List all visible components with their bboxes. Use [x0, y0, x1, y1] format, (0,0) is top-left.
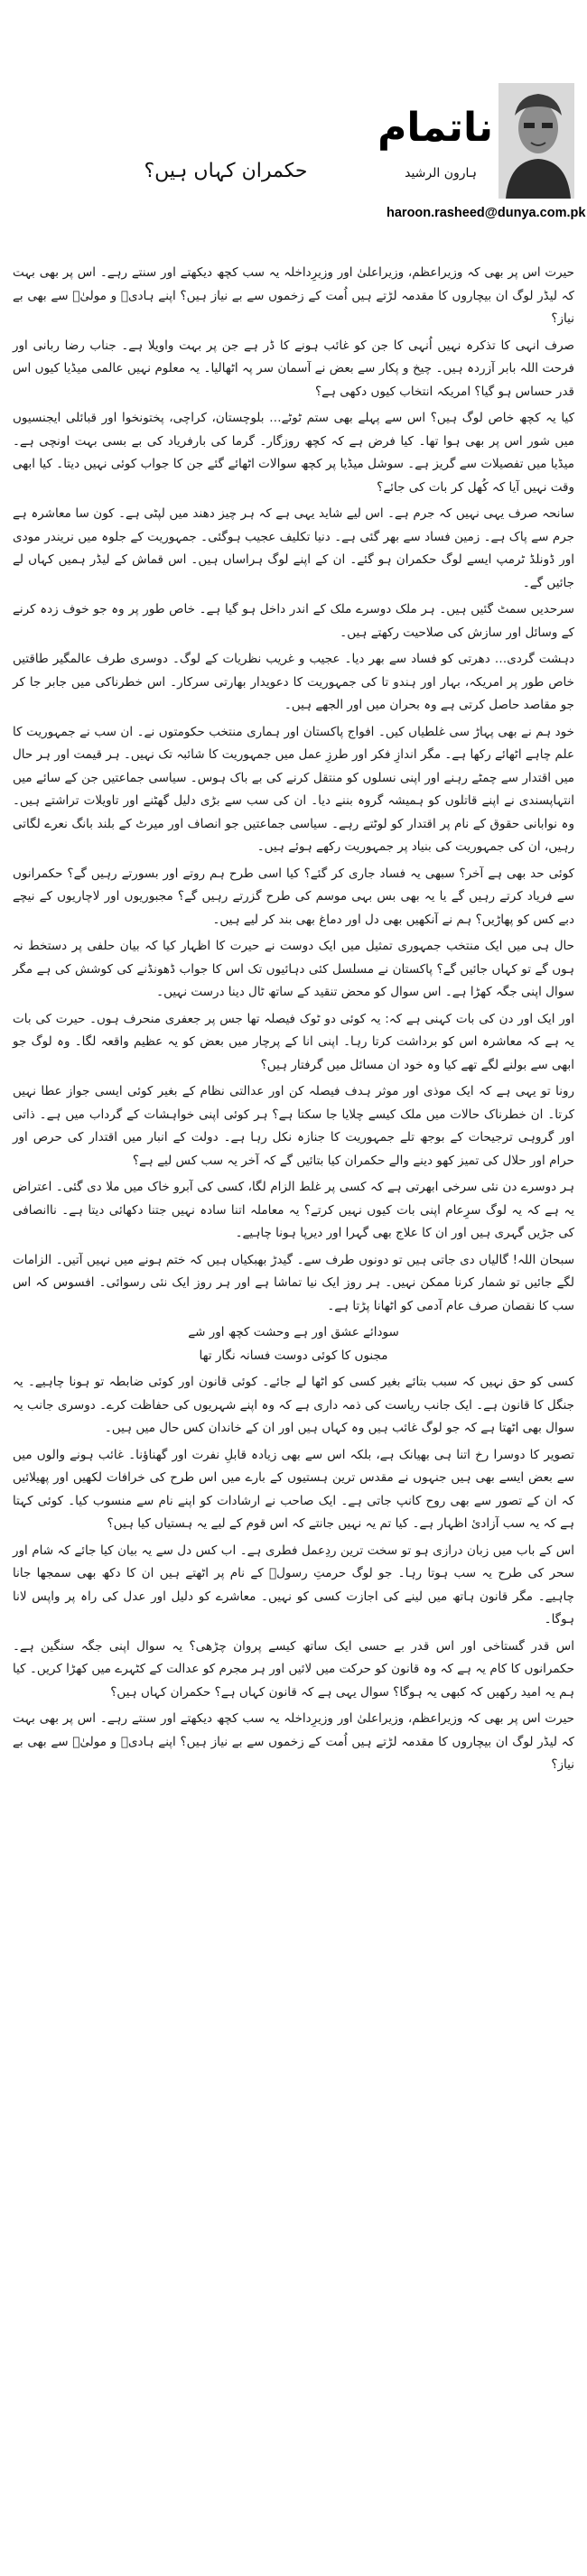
article-paragraph: کوئی حد بھی ہے آخر؟ سبھی یہ فساد جاری کر گئے؟ کیا اسی طرح ہم روتے اور بسورتے رہیں گے؟ حکمرانوں سے فریاد کرتے رہیں گے یا یہ بھی بس بہی موسم کی طرح گزرتے رہیں گے؟ مجبوریوں اور لاچاریوں کے نیچے دبے کس کو پھاڑیں؟ ہم نے آنکھیں بھی دل اور دماغ بھی بند کر لیے ہیں۔: [13, 866, 574, 927]
article-paragraph: اور ایک اور دن کی بات کہنی ہے کہ: یہ کوئی دو ٹوک فیصلہ تھا جس پر جعفری منحرف ہوں۔ حیرت کی بات یہ ہے کہ معاشرہ اس کو برداشت کرتا رہا۔ اپنی انا کے پرچار میں بعض کو یہ عظیم واقعہ لگا۔ وہ لوگ جو ابھی سے بولنے لگے تھے کیا وہ خود ان مسائل میں گرفتار ہیں؟: [13, 1011, 574, 1072]
poetry-couplet: [13, 1321, 574, 1367]
article-paragraph: تصویر کا دوسرا رخ اتنا ہی بھیانک ہے، بلکہ اس سے بھی زیادہ قابلِ نفرت اور گھناؤنا۔ غائب ہونے والوں میں سے بعض ایسے بھی ہیں جنہوں نے مقدس ترین ہستیوں کے بارے میں اس طرح کی خرافات لکھیں اور پھیلائیں کہ ان کے تصور سے بھی روح کانپ جاتی ہے۔ ایک صاحب نے ارشادات کو اپنے نام سے منسوب کیا۔ کوئی کہتا ہے کہ یہ سب آزادیٔ اظہار ہے۔ کیا تم یہ نہیں جانتے کہ اس قوم کے لیے یہ ہستیاں کیا ہیں؟: [13, 1447, 574, 1531]
verse-line: مجنوں کا کوئی دوست فسانہ نگار تھا: [199, 1348, 388, 1363]
author-email[interactable]: haroon.rasheed@dunya.com.pk: [387, 206, 586, 220]
column-name: ناتمام: [377, 105, 493, 151]
article-paragraph: حیرت اس پر بھی کہ وزیراعظم، وزیراعلیٰ اور وزیرِداخلہ یہ سب کچھ دیکھتے اور سنتے رہے۔ اس پر بھی بہت کہ لیڈر لوگ ان بیچاروں کا مقدمہ لڑتے ہیں اُمت کے زخموں سے بے نیاز ہیں؟ اپنے ہادیؐ و مولیٰؐ سے بھی بے نیاز؟: [13, 265, 574, 326]
article-paragraph: رونا تو یہی ہے کہ ایک موذی اور موثر ہدف فیصلہ کن اور عدالتی نظام کے بغیر کوئی ایسی جواز عطا نہیں کرتا۔ ان خطرناک حالات میں ملک کیسے چلایا جا سکتا ہے؟ ہر کوئی اپنی خواہشات کے گرداب میں ہے۔ ذاتی اور گروہی ترجیحات کے بوجھ تلے جمہوریت کا جنازہ نکل رہا ہے۔ دولت کے انبار میں اقتدار کی حرص اور حرام اور حلال کی تمیز کھو دینے والے حکمران کیا بتائیں گے کہ آخر یہ سب کس لیے ہے؟: [13, 1084, 574, 1168]
article-paragraph: حال ہی میں ایک منتخب جمہوری تمثیل میں ایک دوست نے حیرت کا اظہار کیا کہ بیان حلفی پر دستخط نہ ہوں گے تو کہاں جائیں گے؟ پاکستان نے مسلسل کئی دہائیوں تک اس کا جواب ڈھونڈنے کی کوشش کی ہے مگر سوال اپنی جگہ کھڑا ہے۔ اس سوال کو محض تنقید کے ساتھ ٹال دینا درست نہیں۔: [13, 939, 574, 999]
author-name: ہارون الرشید: [405, 166, 477, 181]
article-paragraph: اس قدر گستاخی اور اس قدر بے حسی ایک ساتھ کیسے پروان چڑھی؟ یہ سوال اپنی جگہ سنگین ہے۔ حکمرانوں کا کام یہ ہے کہ وہ قانون کو حرکت میں لائیں اور ہر مجرم کو عدالت کے کٹہرے میں کھڑا کریں۔ کیا ہم یہ امید رکھیں کہ کبھی یہ ہوگا؟ سوال یہی ہے کہ قانون کہاں ہے؟ حکمران کہاں ہیں؟: [13, 1638, 574, 1700]
verse-line: سودائے عشق اور ہے وحشت کچھ اور شے: [188, 1325, 399, 1339]
article-headline: حکمران کہاں ہیں؟: [144, 160, 308, 182]
article-paragraph: ہر دوسرے دن نئی سرخی ابھرتی ہے کہ کسی پر غلط الزام لگا، کسی کی آبرو خاک میں ملا دی گئی۔ اعتراض یہ ہے کہ یہ لوگ سرِعام اپنی بات کیوں نہیں کرتے؟ یہ معاملہ اتنا سادہ نہیں جتنا دکھائی دیتا ہے۔ ناانصافی کی جڑیں گہری ہیں اور ان کا علاج بھی گہرا اور دیرپا ہونا چاہیے۔: [13, 1180, 574, 1240]
article-paragraph: حیرت اس پر بھی کہ وزیراعظم، وزیراعلیٰ اور وزیرِداخلہ یہ سب کچھ دیکھتے اور سنتے رہے۔ اس پر بھی بہت کہ لیڈر لوگ ان بیچاروں کا مقدمہ لڑتے ہیں اُمت کے زخموں سے بے نیاز ہیں؟ اپنے ہادیؐ و مولیٰؐ سے بھی بے نیاز؟: [13, 1711, 574, 1772]
article-paragraph: کیا یہ کچھ خاص لوگ ہیں؟ اس سے پہلے بھی ستم ٹوٹے… بلوچستان، کراچی، پختونخوا اور قبائلی ایجنسیوں میں شور اس پر بھی ہوا تھا۔ کیا فرض ہے کہ کچھ روزگار۔ گرما کی بارفریاد کی بے بسی بہت اونچی ہے۔ میڈیا میں تفصیلات سے گریز ہے۔ سوشل میڈیا پر کچھ سوالات اٹھائے گئے جن کا جواب کوئی نہیں دیتا۔ کیا ابھی وقت نہیں آیا کہ کُھل کر بات کی جائے؟: [13, 411, 574, 495]
article-paragraph: سبحان اللہ! گالیاں دی جاتی ہیں تو دونوں طرف سے۔ گیدڑ بھبکیاں ہیں کہ ختم ہونے میں نہیں آتیں۔ الزامات لگے جائیں تو شمار کرنا ممکن نہیں۔ ہر روز ایک نیا تماشا ہے اور ہر روز ایک نئی رسوائی۔ افسوس کہ اس سب کا نقصان صرف عام آدمی کو اٹھانا پڑتا ہے۔: [13, 1252, 574, 1313]
column-masthead: [377, 83, 586, 235]
author-portrait-image: [498, 83, 574, 199]
article-paragraph: سانحہ صرف یہی نہیں کہ جرم ہے۔ اس لیے شاید یہی ہے کہ ہر چیز دھند میں لپٹی ہے۔ کون سا معاشرہ ہے جرم سے پاک ہے۔ زمین فساد سے بھر گئی ہے۔ دنیا تکلیف عجیب ہوگئی۔ جمہوریت کے جلوہ میں نریندر مودی اور ڈونلڈ ٹرمپ ایسے لوگ حکمران ہو گئے۔ ان کے اپنے لوگ ہراساں ہیں۔ اس قماش کے لیڈر ہمیں کہاں لے جائیں گے۔: [13, 506, 574, 590]
article-body: [13, 262, 574, 1781]
article-paragraph: خود ہم نے بھی پہاڑ سی غلطیاں کیں۔ افواج پاکستان اور ہماری منتخب حکومتوں نے۔ ان سب نے جمہوریت کا علم چاہے اٹھائے رکھا ہے۔ مگر اندازِ فکر اور طرزِ عمل میں جمہوریت کا شائبہ تک نہیں۔ ہر قیمت اور ہر حال میں اقتدار سے چمٹے رہنے اور اپنی نسلوں کو منتقل کرنے کی بے باک ہوس۔ سیاسی جماعتیں جن کے سائے میں انتہاپسندی نے اپنے قاتلوں کو ہمیشہ گروہ بننے دیا۔ ان کی سب سے بڑی دلیل گھٹنے اور تاویلات تراشتے ہیں۔ وہ نوابانی حقوق کے نام پر اقتدار کو لوٹتے رہے۔ سیاسی جماعتیں جو انصاف اور میرٹ کے بلند بانگ نعرے لگاتی رہیں، ان کی جمہوریت کی بنیاد پر جمہوریت رکھے ہوئے ہیں۔: [13, 724, 574, 854]
article-paragraph: صرف انہی کا تذکرہ نہیں اُنہی کا جن کو غائب ہونے کا ڈر ہے جن پر بہت واویلا ہے۔ جناب رضا ربانی اور فرحت اللہ بابر آزردہ ہیں۔ چیخ و پکار سے بعض نے آسمان سر پہ اٹھالیا۔ یہ معلوم نہیں عالمی میڈیا کیوں اس قدر حساس ہو گیا؟ امریکہ انتخاب کیوں دکھی ہے؟: [13, 338, 574, 399]
article-paragraph: اس کے باب میں زبان درازی ہو تو سخت ترین ردِعمل فطری ہے۔ اب کس دل سے یہ بیان کیا جائے کہ شام اور سحر کی طرح یہ سب ہوتا رہا۔ جو لوگ حرمتِ رسولؐ کے نام پر اٹھتے ہیں ان کا دکھ بھی سمجھا جانا چاہیے۔ مگر قانون ہاتھ میں لینے کی اجازت کسی کو نہیں۔ معاشرے کو دلیل اور عدل کی راہ پر واپس لانا ہوگا۔: [13, 1543, 574, 1626]
author-portrait: [498, 83, 574, 199]
article-paragraph: دہشت گردی… دھرتی کو فساد سے بھر دیا۔ عجیب و غریب نظریات کے لوگ۔ دوسری طرف عالمگیر طاقتیں خاص طور پر امریکہ، بہار اور ہندو تا کی جمہوریت کا دعویدار بھارتی سرکار۔ اس خطرناکی میں جابر جا کر جو مقاصد حاصل کرتی ہے وہ بحران میں اور الجھے ہیں۔: [13, 652, 574, 712]
article-paragraph: کسی کو حق نہیں کہ سبب بتائے بغیر کسی کو اٹھا لے جائے۔ کوئی قانون اور کوئی ضابطہ تو ہونا چاہیے۔ یہ جنگل کا قانون ہے۔ ایک جانب ریاست کی ذمہ داری ہے کہ وہ اپنے شہریوں کی حفاظت کرے۔ دوسری جانب یہ سوال بھی اٹھتا ہے کہ جو لوگ غائب ہیں وہ کہاں ہیں اور ان کے خاندان کس حال میں ہیں۔: [13, 1375, 574, 1435]
article-paragraph: سرحدیں سمٹ گئیں ہیں۔ ہر ملک دوسرے ملک کے اندر داخل ہو گیا ہے۔ خاص طور پر وہ جو خوف زدہ کرنے کے وسائل اور سازش کی صلاحیت رکھتے ہیں۔: [13, 602, 574, 640]
